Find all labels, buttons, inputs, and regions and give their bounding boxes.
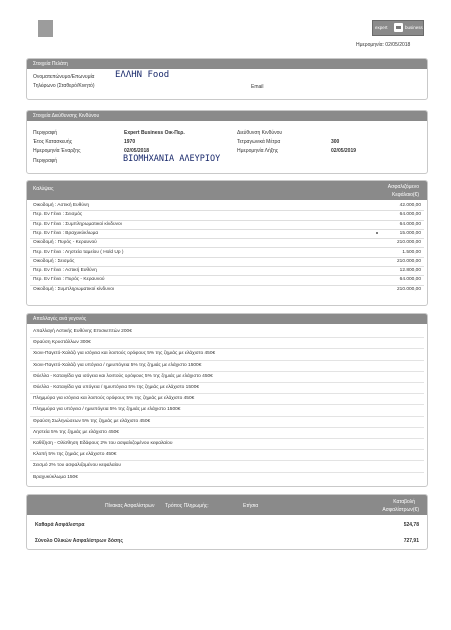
date-value: 02/05/2018 (385, 42, 411, 48)
deductible-row (30, 461, 424, 472)
coverage-value: 15.000,00 (399, 230, 421, 236)
coverage-name: Οικοδομή : Πυρός - Κεραυνού (33, 240, 97, 246)
document-date (356, 42, 410, 48)
deductible-text: Απαλλαγή Αστικής Ευθύνης Επισκεπτών 200€ (33, 329, 132, 334)
company-logo (38, 20, 53, 37)
coverage-row (30, 286, 424, 294)
coverage-row (30, 276, 424, 285)
deductible-text: Πλημμύρα για υπόγεια / ημιυπόγεια 5% της ζημιάς με ελάχιστο 1500€ (33, 407, 181, 413)
coverage-name: Οικοδομή : Αστική Ευθύνη (33, 203, 90, 208)
coverage-row (30, 258, 424, 267)
deductible-row (30, 349, 424, 360)
risk-address-section (26, 110, 428, 174)
premiums-section (26, 494, 428, 550)
end-date-value: 02/05/2019 (331, 148, 357, 154)
deductible-row (30, 394, 424, 405)
total-premium-label: Σύνολο Ολικών Ασφαλίστρων δόσης (35, 538, 123, 544)
deductible-row (30, 428, 424, 439)
coverage-name: Περ. Εν Γένει : Βραχυκύκλωμα (33, 230, 99, 236)
premiums-col-amount-1: Καταβολή (393, 499, 415, 505)
client-phone-label: Τηλέφωνο (Σταθερό/Κινητό) (33, 83, 95, 89)
date-label: Ημερομηνία: (356, 42, 384, 48)
start-date-value: 02/05/2018 (124, 148, 150, 154)
description-value: Expert Business Οικ-Περ. (124, 130, 185, 136)
deductible-text: Θύελλα - Καταιγίδα για υπόγεια / ημιυπόγεια 5% της ζημιάς με ελάχιστο 1500€ (33, 385, 200, 390)
coverage-value: 64.000,00 (399, 212, 421, 218)
coverage-value: 1.500,00 (402, 249, 421, 255)
deductible-row (30, 372, 424, 383)
description-label: Περιγραφή (33, 130, 58, 136)
square-meters-value: 300 (331, 139, 340, 145)
deductible-text: Πλημμύρα για ισόγεια και λοιπούς ορόφους 5% της ζημιάς με ελάχιστο 450€ (33, 396, 195, 402)
brand-right-text: business (405, 25, 423, 30)
coverage-row (30, 221, 424, 230)
deductible-text: Θραύση Σωληνώσεων 5% της ζημιάς με ελάχιστο 450€ (33, 418, 151, 424)
coverage-value: 64.000,00 (399, 221, 421, 227)
client-email-label: Email (251, 84, 264, 90)
coverage-name: Περ. Εν Γένει : Σεισμός (33, 212, 83, 218)
deductible-text: Κλοπή 5% της ζημιάς με ελάχιστο 450€ (33, 452, 117, 458)
coverage-value: 64.000,00 (399, 277, 421, 283)
client-name-value: ΕΛΛΗΝ Food (115, 70, 170, 80)
deductible-row (30, 327, 424, 338)
risk-address-label: Διεύθυνση Κινδύνου (237, 130, 283, 136)
net-premium-label: Καθαρά Ασφάλιστρα (35, 522, 85, 528)
coverage-name: Περ. Εν Γένει : Ληστεία ταμείου ( Hold Up ) (33, 249, 124, 255)
deductible-text: Σεισμό 2% του ασφαλιζομένου κεφαλαίου (33, 463, 121, 469)
deductible-row (30, 383, 424, 394)
coverage-value: 210.000,00 (396, 240, 421, 246)
client-name-label: Ονοματεπώνυμο/Επωνυμία (33, 74, 95, 80)
coverages-header (27, 181, 427, 200)
coverage-value: 210.000,00 (396, 258, 421, 264)
coverage-name: Οικοδομή : Συμπληρωματικοί κίνδυνοι (33, 286, 114, 292)
deductible-row (30, 361, 424, 372)
deductible-text: Χιονι-Παγετό-Χαλάζι για ισόγεια και λοιπούς ορόφους 5% της ζημιάς με ελάχιστο 450€ (33, 351, 216, 357)
coverage-row (30, 211, 424, 220)
deductible-text: Θύελλα - Καταιγίδα για ισόγεια και λοιπούς ορόφους 5% της ζημιάς με ελάχιστο 450€ (33, 373, 213, 379)
deductible-row (30, 338, 424, 349)
client-section (26, 58, 428, 100)
description2-value: ΒΙΟΜΗΧΑΝΙΑ ΑΛΕΥΡΙΟΥ (123, 154, 221, 164)
coverages-section (26, 180, 428, 306)
deductibles-section (26, 313, 428, 487)
coverage-row (30, 249, 424, 258)
construction-year-label: Έτος Κατασκευής (33, 139, 73, 145)
premiums-col-payment: Τρόπος Πληρωμής: (165, 503, 209, 509)
brand-left-text: expert (375, 25, 388, 30)
construction-year-value: 1970 (124, 139, 136, 145)
coverage-value: 42.000,00 (399, 203, 421, 208)
coverage-row (30, 267, 424, 276)
coverage-value: 210.000,00 (396, 286, 421, 292)
brand-logo (372, 20, 424, 36)
deductibles-section-title: Απαλλαγές ανά γεγονός (27, 314, 427, 324)
deductible-row (30, 439, 424, 450)
deductible-text: Χιονι-Παγετό-Χαλάζι για υπόγεια / ημιυπόγεια 5% της ζημιάς με ελάχιστο 1500€ (33, 362, 202, 368)
deductible-row (30, 473, 424, 483)
description2-label: Περιγραφή (33, 158, 58, 164)
end-date-label: Ημερομηνία Λήξης (237, 148, 279, 154)
coverage-name: Περ. Εν Γένει : Αστική Ευθύνη (33, 268, 97, 274)
premiums-header (27, 495, 427, 515)
total-premium-value: 727,91 (403, 538, 419, 544)
deductible-row (30, 450, 424, 461)
premiums-col-table: Πίνακας Ασφαλίστρων (105, 503, 155, 509)
client-section-title: Στοιχεία Πελάτη (27, 59, 427, 69)
net-premium-value: 524,78 (403, 522, 419, 528)
coverage-row (30, 239, 424, 248)
premiums-col-period: Ετήσια (243, 503, 259, 509)
coverage-name: Περ. Εν Γένει : Συμπληρωματικοί κίνδυνοι (33, 221, 122, 227)
coverages-col-value-2: Κεφάλαιο(€) (391, 192, 419, 198)
coverages-col-name: Καλύψεις (33, 186, 54, 192)
deductible-text: Ληστεία 5% της ζημιάς με ελάχιστο 450€ (33, 429, 119, 435)
scan-speck (376, 232, 378, 234)
coverage-row (30, 202, 424, 211)
robot-icon (394, 23, 403, 32)
premiums-col-amount-2: Ασφαλίστρων(€) (382, 507, 419, 513)
coverage-name: Περ. Εν Γένει : Πυρός - Κεραυνού (33, 277, 105, 283)
start-date-label: Ημερομηνία Έναρξης (33, 148, 81, 154)
deductible-row (30, 417, 424, 428)
deductible-text: Βραχυκύκλωμα 150€ (33, 474, 78, 480)
coverage-row (30, 230, 424, 239)
coverages-col-value-1: Ασφαλιζόμενο (387, 184, 419, 190)
deductible-text: Καθίζηση - Ολίσθηση Εδάφους 2% του ασφαλιζομένου κεφαλαίου (33, 441, 173, 446)
coverage-value: 12.800,00 (399, 268, 421, 274)
deductible-row (30, 405, 424, 416)
coverage-name: Οικοδομή : Σεισμός (33, 258, 75, 264)
deductible-text: Θραύση Κρυστάλλων 300€ (33, 340, 91, 346)
risk-section-title: Στοιχεία Διεύθυνσης Κινδύνου (27, 111, 427, 121)
square-meters-label: Τετραγωνικά Μέτρα (237, 139, 281, 145)
